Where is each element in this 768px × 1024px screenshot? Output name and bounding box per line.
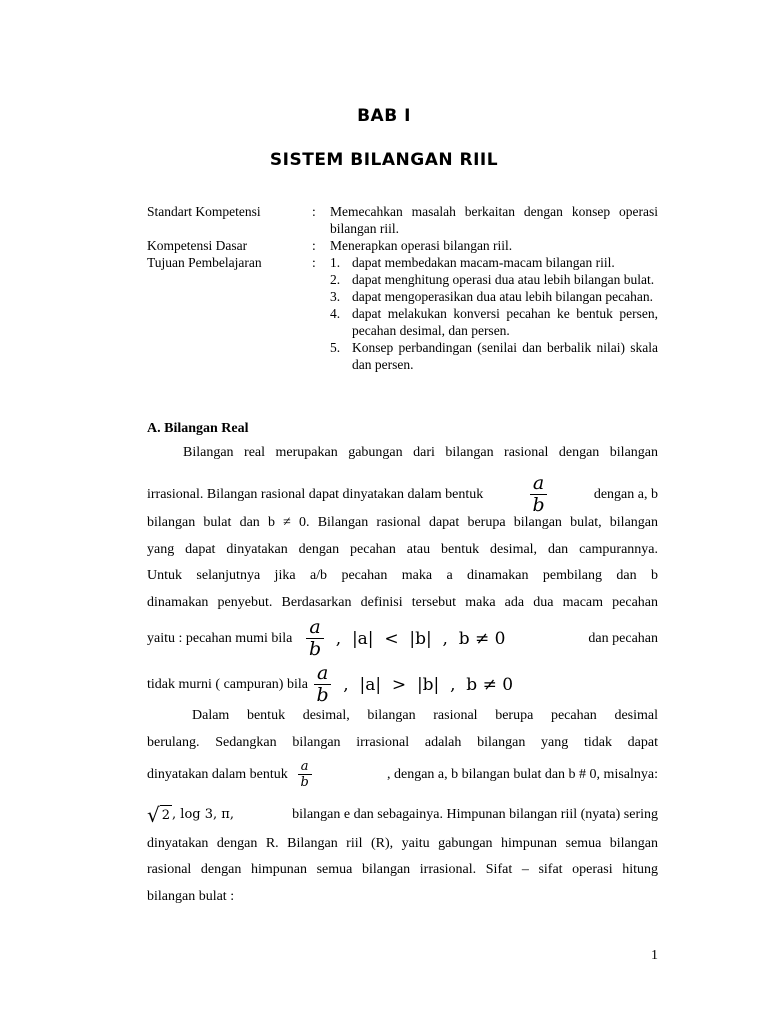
irrational-examples: √ 2 , log 3, π,	[147, 803, 234, 827]
standard-competency-label: Standart Kompetensi	[147, 204, 261, 219]
paragraph-line: yang dapat dinyatakan dengan pecahan atau bentuk desimal, dan campurannya.	[147, 542, 658, 557]
paragraph-line: Bilangan real merupakan gabungan dari bilangan rasional dengan bilangan	[183, 445, 658, 460]
inequality-improper-fraction: , |a| > |b| , b ≠ 0	[343, 674, 514, 695]
paragraph-line	[147, 474, 658, 516]
paragraph-line: dinamakan penyebut. Berdasarkan definisi tersebut maka ada dua macam pecahan	[147, 595, 658, 610]
paragraph-line	[147, 760, 658, 789]
paragraph-line: Dalam bentuk desimal, bilangan rasional berupa pecahan desimal	[192, 708, 658, 723]
paragraph-line	[147, 805, 658, 825]
colon: :	[312, 255, 316, 270]
objective-item: 1. dapat membedakan macam-macam bilangan riil.	[330, 255, 615, 270]
fraction-a-over-b: $\frac{a}{b}$	[306, 618, 323, 660]
paragraph-line	[147, 618, 658, 660]
learning-objectives-label: Tujuan Pembelajaran	[147, 255, 262, 270]
paragraph-line	[147, 664, 658, 706]
paragraph-line: Untuk selanjutnya jika a/b pecahan maka a dinamakan pembilang dan b	[147, 568, 658, 583]
learning-objectives-list	[330, 254, 658, 373]
text-span: dinyatakan dalam bentuk	[147, 766, 288, 782]
fraction-a-over-b: $\frac{a}{b}$	[298, 760, 312, 789]
standard-competency-value: Memecahkan masalah berkaitan dengan konsep operasi bilangan riil.	[330, 204, 658, 236]
inequality-proper-fraction: , |a| < |b| , b ≠ 0	[335, 628, 506, 649]
chapter-number: BAB I	[357, 106, 411, 126]
text-span: irrasional. Bilangan rasional dapat dinyatakan dalam bentuk	[147, 486, 484, 502]
chapter-title: SISTEM BILANGAN RIIL	[269, 150, 499, 170]
paragraph-line: bilangan bulat dan b ≠ 0. Bilangan rasional dapat berupa bilangan bulat, bilangan	[147, 515, 658, 530]
text-span: dan pecahan	[588, 630, 658, 646]
radical-icon: √	[147, 803, 160, 827]
section-heading: A. Bilangan Real	[147, 421, 249, 436]
objective-item: 4. dapat melakukan konversi pecahan ke bentuk persen, pecahan desimal, dan persen.	[330, 306, 658, 338]
fraction-a-over-b: $\frac{a}{b}$	[314, 664, 331, 706]
colon: :	[312, 204, 316, 219]
text-span: yaitu : pecahan mumi bila	[147, 630, 293, 646]
colon: :	[312, 238, 316, 253]
paragraph-line: rasional dengan himpunan semua bilangan irrasional. Sifat – sifat operasi hitung	[147, 862, 658, 877]
text-span: , dengan a, b bilangan bulat dan b # 0, misalnya:	[387, 766, 658, 782]
text-span: tidak murni ( campuran) bila	[147, 676, 308, 692]
basic-competency-label: Kompetensi Dasar	[147, 238, 248, 253]
objective-item: 3. dapat mengoperasikan dua atau lebih bilangan pecahan.	[330, 289, 654, 304]
basic-competency-value: Menerapkan operasi bilangan riil.	[330, 238, 513, 253]
text-span: bilangan e dan sebagainya. Himpunan bilangan riil (nyata) sering	[292, 807, 658, 822]
paragraph-line: dinyatakan dengan R. Bilangan riil (R), yaitu gabungan himpunan semua bilangan	[147, 836, 658, 851]
paragraph-line: bilangan bulat :	[147, 889, 235, 904]
objective-item: 2. dapat menghitung operasi dua atau lebih bilangan bulat.	[330, 272, 655, 287]
text-span: dengan a, b	[593, 486, 658, 502]
objective-item: 5. Konsep perbandingan (senilai dan berbalik nilai) skala dan persen.	[330, 340, 658, 372]
paragraph-line: berulang. Sedangkan bilangan irrasional adalah bilangan yang tidak dapat	[147, 735, 658, 750]
page-number: 1	[651, 948, 658, 963]
fraction-a-over-b: $\frac{a}{b}$	[530, 474, 547, 516]
